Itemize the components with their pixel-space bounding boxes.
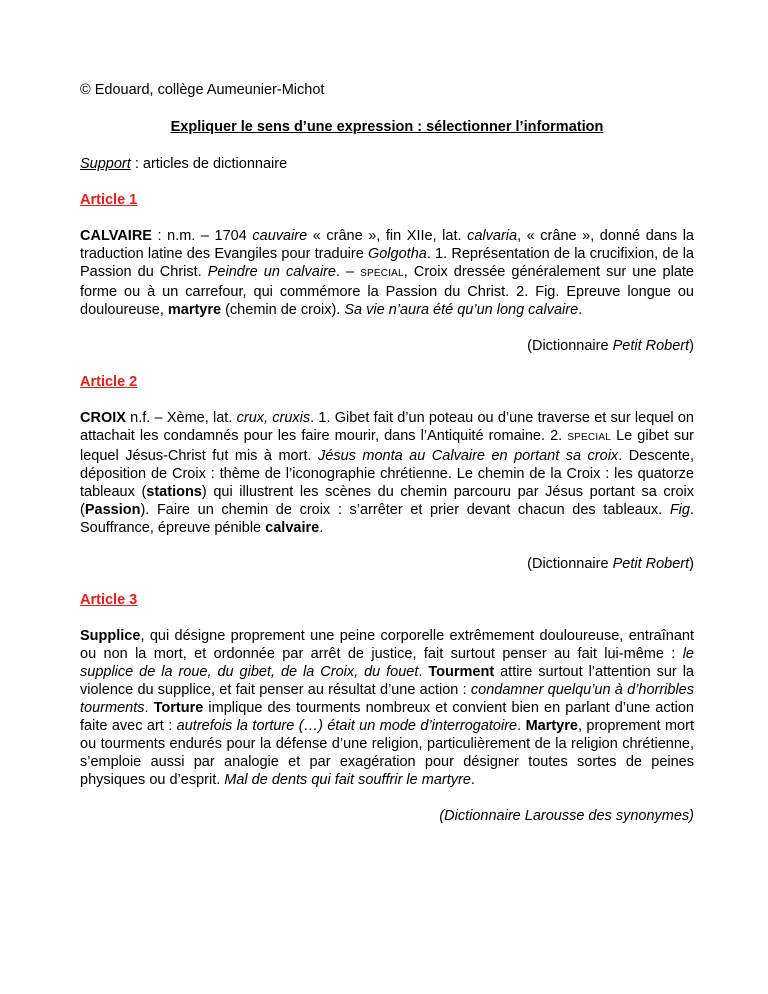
article-3-segment: Supplice <box>80 628 141 644</box>
article-3-segment: , qui désigne proprement une peine corporelle extrêmement douloureuse, entraînant ou non la mort, et ordonnée par arrêt de justice, fait surtout penser au fait lui-même : <box>80 628 694 662</box>
support-text: : articles de dictionnaire <box>130 156 288 172</box>
article-3-segment: Tourment <box>428 664 495 680</box>
article-1-source-suffix: ) <box>689 338 694 354</box>
article-2-segment: . <box>319 520 324 536</box>
article-2-source <box>80 555 694 573</box>
article-3-source: (Dictionnaire Larousse des synonymes) <box>439 808 694 824</box>
article-1-segment: . – <box>335 264 361 280</box>
article-2-body <box>80 409 694 537</box>
article-2-segment: . Souffrance, épreuve pénible <box>80 502 694 536</box>
article-1-body <box>80 227 694 319</box>
article-1-segment: , Croix dressée généralement sur une plate forme ou à un carrefour, qui commémore la Passion du Christ. 2. Fig. Epreuve longue ou douloureuse, <box>80 264 694 318</box>
article-2-source-title: Petit Robert <box>612 556 690 572</box>
article-3-segment: attire surtout l’attention sur la violence du supplice, et fait penser au résultat d’une action : <box>80 664 694 698</box>
article-2-segment: . Descente, déposition de Croix : thème de l’iconographie chrétienne. Le chemin de la Croix : les quatorze tableaux ( <box>80 448 694 500</box>
article-3-segment: le supplice de la roue, du gibet, de la Croix, du fouet <box>80 646 694 680</box>
article-1-source <box>80 337 694 355</box>
article-3-segment: Mal de dents qui fait souffrir le martyre <box>224 772 471 788</box>
article-2-segment: Passion <box>84 502 141 518</box>
article-3-segment: Torture <box>153 700 204 716</box>
article-3-segment: . <box>418 664 429 680</box>
support-line <box>80 155 694 173</box>
article-2-segment: n.f. – Xème, lat. <box>125 410 237 426</box>
article-2-segment: Jésus monta au Calvaire en portant sa croix <box>318 448 619 464</box>
article-2-segment: stations <box>146 484 202 500</box>
article-1-segment: Golgotha <box>367 246 427 262</box>
article-3-segment: condamner quelqu’un à d’horribles tourments <box>80 682 694 716</box>
article-2-heading: Article 2 <box>80 374 138 390</box>
article-1-segment: CALVAIRE <box>80 228 152 244</box>
article-3-segment: . <box>470 772 475 788</box>
article-1-segment: : n.m. – 1704 <box>151 228 253 244</box>
article-2-segment: Le gibet sur lequel Jésus-Christ fut mis à mort. <box>80 428 694 464</box>
article-2-segment: Fig <box>669 502 690 518</box>
article-1-segment: martyre <box>167 302 222 318</box>
article-2-segment: . 1. Gibet fait d’un poteau ou d’une traverse et sur lequel on attachait les condamnés pour les faire mourir, dans l’Antiquité romaine. 2. <box>80 410 694 444</box>
article-1-segment: cauvaire <box>252 228 308 244</box>
article-2-segment: crux, cruxis <box>236 410 311 426</box>
article-2-segment: calvaire <box>265 520 320 536</box>
article-1-heading: Article 1 <box>80 192 138 208</box>
article-3-segment: . <box>144 700 154 716</box>
copyright-line: © Edouard, collège Aumeunier-Michot <box>80 82 325 98</box>
support-label: Support <box>80 156 131 172</box>
article-3-segment: autrefois la torture (…) était un mode d’interrogatoire <box>176 718 518 734</box>
article-3-segment: Martyre <box>525 718 578 734</box>
article-1-source-prefix: (Dictionnaire <box>527 338 613 354</box>
article-1-segment: (chemin de croix). <box>221 302 345 318</box>
article-1-segment: Peindre un calvaire <box>207 264 336 280</box>
article-2-segment: ). Faire un chemin de croix : s’arrêter et prier devant chacun des tableaux. <box>140 502 670 518</box>
article-3-heading: Article 3 <box>80 592 138 608</box>
article-2-segment: ) qui illustrent les scènes du chemin parcouru par Jésus portant sa croix ( <box>80 484 694 518</box>
article-3-segment: . <box>517 718 526 734</box>
article-2-segment: CROIX <box>80 410 126 426</box>
article-3-segment: , proprement mort ou tourments endurés pour la défense d’une religion, particulièrement de la religion chrétienne, s’emploie aussi par analogie et par exagération pour désigner toutes sortes de peines physiques ou d’esprit. <box>80 718 694 788</box>
article-2-source-prefix: (Dictionnaire <box>527 556 613 572</box>
page-title: Expliquer le sens d’une expression : sélectionner l’information <box>170 119 604 135</box>
article-3-segment: implique des tourments nombreux et convient bien en parlant d’une action faite avec art : <box>80 700 694 734</box>
article-1-segment: , « crâne », donné dans la traduction latine des Evangiles pour traduire <box>80 228 694 262</box>
article-1-segment: calvaria <box>467 228 518 244</box>
article-1-source-title: Petit Robert <box>612 338 690 354</box>
article-1-segment: . <box>578 302 583 318</box>
article-1-segment: SPECIAL <box>360 268 404 279</box>
article-1-segment: « crâne », fin XIIe, lat. <box>307 228 468 244</box>
article-1-segment: . 1. Représentation de la crucifixion, de la Passion du Christ. <box>80 246 694 280</box>
article-2-segment: SPECIAL <box>567 432 611 443</box>
document-page <box>80 81 694 843</box>
article-1-segment: Sa vie n’aura été qu’un long calvaire <box>344 302 579 318</box>
article-3-body <box>80 627 694 789</box>
article-2-source-suffix: ) <box>689 556 694 572</box>
